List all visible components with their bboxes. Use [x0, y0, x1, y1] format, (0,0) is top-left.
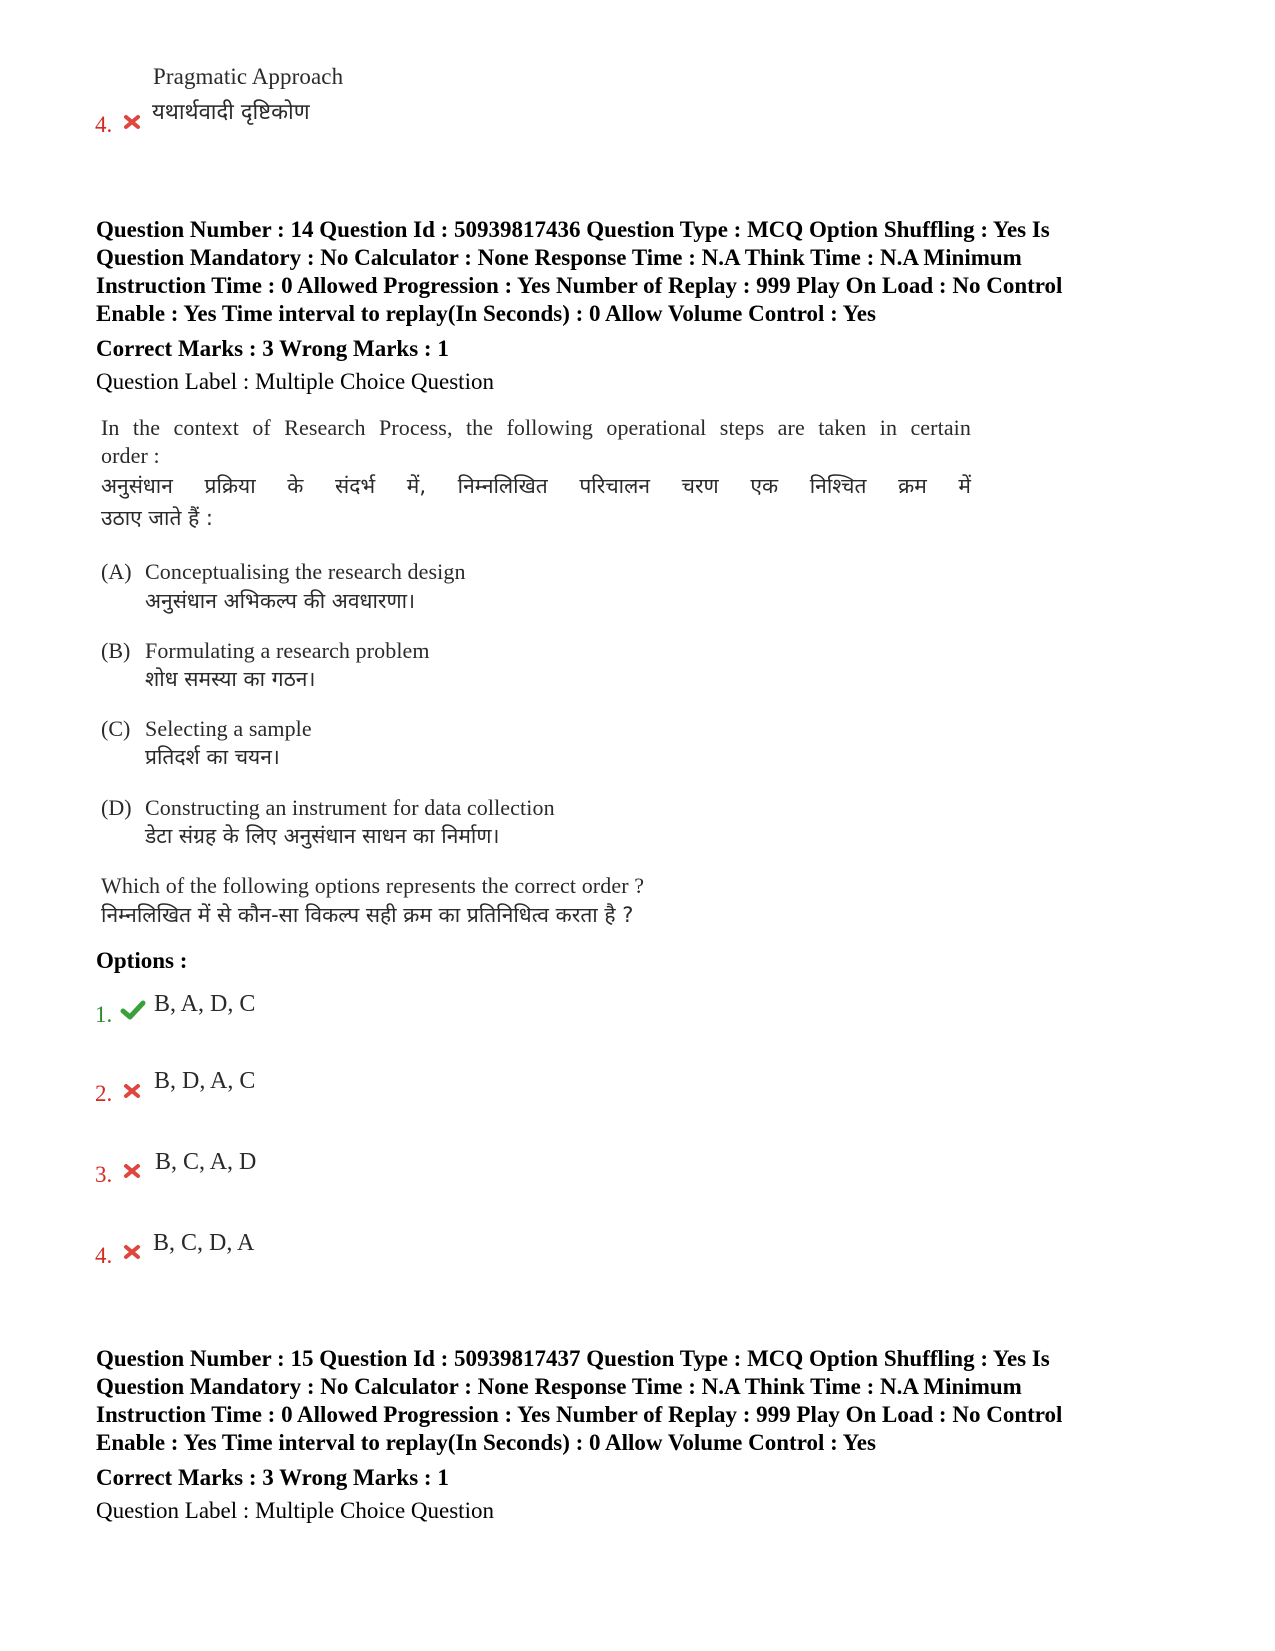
question-15-meta: [96, 1345, 1216, 1457]
option-text: B, A, D, C: [154, 991, 256, 1017]
question-15-meta-line: Question Mandatory : No Calculator : None Response Time : N.A Think Time : N.A Minimum: [96, 1374, 1022, 1399]
cross-icon: [122, 1161, 142, 1181]
option-number: 3.: [95, 1162, 113, 1187]
options-heading: Options :: [96, 948, 188, 973]
question-14-label: Question Label : Multiple Choice Question: [96, 369, 494, 394]
item-letter: (D): [101, 795, 132, 820]
question-14-stem-hi-line: अनुसंधान प्रक्रिया के संदर्भ में, निम्नलिखित परिचालन चरण एक निश्चित क्रम में: [101, 474, 971, 498]
question-15-marks: Correct Marks : 3 Wrong Marks : 1: [96, 1465, 449, 1490]
item-text-en: Selecting a sample: [145, 716, 312, 741]
option-number: 4.: [95, 1243, 113, 1268]
item-text-hi: प्रतिदर्श का चयन।: [145, 745, 280, 769]
question-14-meta-line: Question Number : 14 Question Id : 50939817436 Question Type : MCQ Option Shuffling : Yes Is: [96, 217, 1050, 242]
option-text: B, C, A, D: [155, 1149, 257, 1175]
question-14-stem-en-line: In the context of Research Process, the following operational steps are taken in certain: [101, 415, 971, 440]
question-14-stem-hi-line: उठाए जाते हैं :: [101, 506, 214, 530]
check-icon: [120, 999, 146, 1021]
question-14-marks: Correct Marks : 3 Wrong Marks : 1: [96, 336, 449, 361]
prev-option-4-number: 4.: [95, 112, 113, 137]
item-letter: (A): [101, 559, 132, 584]
question-14-prompt-hi: निम्नलिखित में से कौन-सा विकल्प सही क्रम का प्रतिनिधित्व करता है ?: [101, 903, 634, 927]
question-14-meta: [96, 216, 1216, 328]
option-number: 2.: [95, 1081, 113, 1106]
question-15-meta-line: Enable : Yes Time interval to replay(In Seconds) : 0 Allow Volume Control : Yes: [96, 1430, 876, 1455]
item-letter: (C): [101, 716, 131, 741]
question-14-meta-line: Instruction Time : 0 Allowed Progression : Yes Number of Replay : 999 Play On Load : No Control: [96, 273, 1063, 298]
item-text-hi: डेटा संग्रह के लिए अनुसंधान साधन का निर्माण।: [145, 824, 500, 848]
question-14-prompt-en: Which of the following options represents the correct order ?: [101, 873, 645, 898]
item-text-en: Constructing an instrument for data collection: [145, 795, 555, 820]
cross-icon: [122, 112, 142, 132]
question-15-label: Question Label : Multiple Choice Question: [96, 1498, 494, 1523]
question-14-stem-en-line: order :: [101, 443, 160, 468]
cross-icon: [122, 1081, 142, 1101]
question-14-meta-line: Enable : Yes Time interval to replay(In Seconds) : 0 Allow Volume Control : Yes: [96, 301, 876, 326]
question-15-meta-line: Instruction Time : 0 Allowed Progression : Yes Number of Replay : 999 Play On Load : No Control: [96, 1402, 1063, 1427]
item-text-en: Formulating a research problem: [145, 638, 430, 663]
prev-option-4-text-en: Pragmatic Approach: [153, 64, 344, 89]
question-14-meta-line: Question Mandatory : No Calculator : None Response Time : N.A Think Time : N.A Minimum: [96, 245, 1022, 270]
question-15-meta-line: Question Number : 15 Question Id : 50939817437 Question Type : MCQ Option Shuffling : Yes Is: [96, 1346, 1050, 1371]
cross-icon: [122, 1242, 142, 1262]
prev-option-4-text-hi: यथार्थवादी दृष्टिकोण: [152, 100, 310, 125]
option-text: B, C, D, A: [153, 1230, 255, 1256]
item-letter: (B): [101, 638, 131, 663]
item-text-hi: शोध समस्या का गठन।: [145, 667, 316, 691]
option-number: 1.: [95, 1002, 113, 1027]
option-text: B, D, A, C: [154, 1068, 256, 1094]
item-text-hi: अनुसंधान अभिकल्प की अवधारणा।: [145, 589, 416, 613]
item-text-en: Conceptualising the research design: [145, 559, 466, 584]
